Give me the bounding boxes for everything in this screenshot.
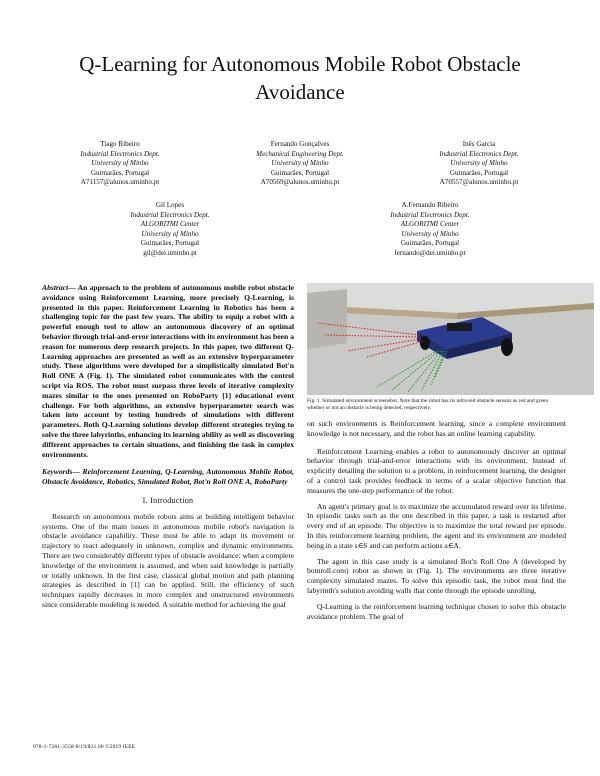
abstract: [42, 283, 294, 459]
left-column: [42, 283, 294, 616]
author-dept: Industrial Electronics Dept.: [439, 149, 519, 158]
author-dept: Industrial Electronics Dept.: [80, 149, 160, 158]
simulation-image: [307, 283, 594, 395]
author-city: Guimarães, Portugal: [449, 168, 509, 177]
author-block-1: [45, 140, 195, 188]
author-block-3: [404, 140, 554, 188]
author-email: A70569@alunos.uminho.pt: [260, 178, 340, 187]
author-city: Guimarães, Portugal: [270, 168, 330, 177]
author-city: Guimarães, Portugal: [400, 239, 460, 248]
body-paragraph-3: An agent's primary goal is to maximize the accumulated reward over its lifetime. In episodic tasks such as the one described in this paper, a task is restarted after every end of an episode. The objective is to maximize the total reward per episode. In this reinforcement learning problem, the agent and its environment are modeled being in a state s∈S and can perform actions a∈A.: [307, 501, 566, 550]
body-paragraph-1: on such environments is Reinforcement learning, since a complete environment knowledge is not necessary, and the robot has an online learning capability.: [307, 419, 566, 438]
author-name: Gil Lopes: [155, 201, 185, 209]
copyright-footer: 978-1-7281-3558-8/19/$31.00 ©2019 IEEE: [33, 744, 136, 750]
figure-caption: Fig. 1. Simulated environment screenshot. Note that the robot has its infra-red obstacle sensors as red and green whether or not an obstacle is being detected, respectively.: [307, 398, 549, 411]
author-block-4: [95, 201, 245, 259]
author-name: Tiago Ribeiro: [100, 140, 140, 148]
author-block-5: [355, 201, 505, 259]
author-email: A71157@alunos.uminho.pt: [80, 178, 160, 187]
author-univ: University of Minho: [141, 229, 199, 238]
author-email: gil@dei.uminho.pt: [143, 248, 197, 257]
author-email: A70557@alunos.uminho.pt: [439, 178, 519, 187]
body-paragraph-2: Reinforcement Learning enables a robot to autonomously discover an optimal behavior through trial-and-error interactions with its environment. Instead of explicitly detailing the solution to a problem, in reinforcement learning, the designer of a control task provides feedback in terms of a scalar objective function that measures the one-step performance of the robot.: [307, 446, 566, 495]
author-univ: University of Minho: [450, 159, 508, 168]
author-center: ALGORITMI Center: [400, 220, 460, 229]
figure-simulation-screenshot: [307, 283, 594, 395]
body-paragraph-4: The agent in this case study is a simulated Bot'n Roll One A (developed by botnroll.com) robot as shown in (Fig. 1). The environments are three iterative complexity simulated mazes. To solve this episodic task, the robot must find the labyrinth's solution avoiding walls that come through the episode unrolling.: [307, 556, 566, 595]
author-univ: University of Minho: [271, 159, 329, 168]
author-email: fernando@dei.uminho.pt: [394, 248, 466, 257]
author-name: Inês Garcia: [462, 140, 496, 148]
author-univ: University of Minho: [401, 229, 459, 238]
keywords: Keywords— Reinforcement Learning, Q-Learning, Autonomous Mobile Robot, Obstacle Avoidance, Robotics, Simulated Robot, Bot'n Roll ONE A, RoboParty: [42, 467, 294, 487]
author-center: ALGORITMI Center: [140, 220, 200, 229]
author-dept: Mechanical Engineering Dept.: [256, 149, 344, 158]
author-univ: University of Minho: [91, 159, 149, 168]
author-name: Fernando Gonçalves: [270, 140, 330, 148]
author-city: Guimarães, Portugal: [140, 239, 200, 248]
section-heading: I. Introduction: [142, 495, 194, 505]
abstract-label: Abstract—: [42, 283, 76, 292]
paper-title: Q-Learning for Autonomous Mobile Robot Obstacle Avoidance: [79, 52, 521, 104]
author-name: A.Fernando Ribeiro: [401, 201, 459, 209]
author-dept: Industrial Electronics Dept.: [390, 210, 470, 219]
abstract-text: An approach to the problem of autonomous mobile robot obstacle avoidance using Reinforcement Learning, more precisely Q-Learning, is presented in this paper. Reinforcement Learning in Robotics has been a challenging topic for the past few years. The ability to equip a robot with a powerful enough tool to allow an autonomous discovery of an optimal behavior through trial-and-error interactions with its environment has been a reason for numerous deep research projects. In this paper, two different Q-Learning approaches are presented as well as an extensive hyperparameter study. These algorithms were developed for a simplistically simulated Bot'n Roll ONE A (Fig. 1). The simulated robot communicates with the control script via ROS. The robot must surpass three levels of iterative complexity mazes similar to the ones presented on RoboParty [1] educational event challenge. For both algorithms, an extensive hyperparameter search was taken into account by testing hundreds of simulations with different parameters. Both Q-Learning solutions develop different strategies trying to solve the three labyrinths, enhancing its learning ability as well as discovering different approaches to certain situations, and finishing the task in complex environments.: [42, 283, 294, 459]
body-paragraph-5: Q-Learning is the reinforcement learning technique chosen to solve this obstacle avoidance problem. The goal of: [307, 601, 566, 621]
author-block-2: [225, 140, 375, 188]
intro-paragraph: Research on autonomous mobile robots aims at building intelligent behavior systems. One of the main issues in autonomous mobile robot's navigation is obstacle avoidance capability. These must be able to adapt its movement or trajectory to react adequately in unknown, complex and dynamic environments. There are two considerably different types of obstacle avoidance: when a complete knowledge of the environment is assumed, and when said knowledge is partially or totally unknown. In the first case, classical global motion and path planning strategies as described in [1] can be applied. Still, the efficiency of such techniques rapidly decreases in more complex and unstructured environments since considerable modeling is needed. A suitable method for achieving the goal: [42, 511, 294, 609]
author-city: Guimarães, Portugal: [90, 168, 150, 177]
author-dept: Industrial Electronics Dept.: [130, 210, 210, 219]
right-column: [307, 283, 566, 627]
